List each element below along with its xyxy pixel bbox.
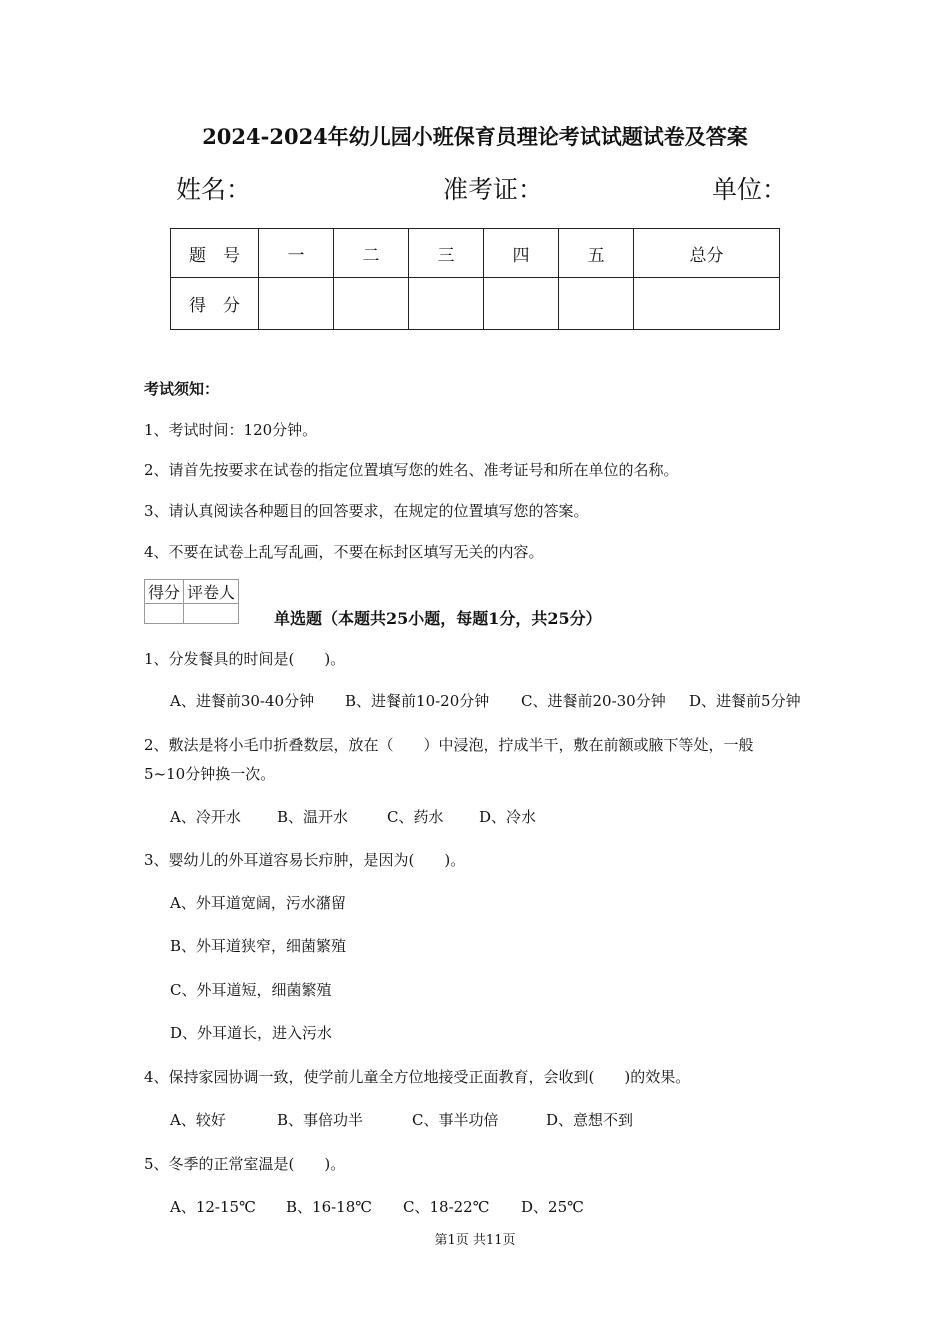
score-row-label: 得 分 [171, 278, 259, 330]
score-header-cell: 二 [334, 229, 409, 278]
question-4: 4、保持家园协调一致，使学前儿童全方位地接受正面教育，会收到( )的效果。 [144, 1068, 691, 1086]
score-header-cell: 三 [409, 229, 484, 278]
score-table-score-row [171, 278, 780, 330]
score-header-cell: 五 [559, 229, 634, 278]
page-title: 2024-2024年幼儿园小班保育员理论考试试题试卷及答案 [202, 124, 748, 149]
score-table [170, 228, 780, 330]
score-header-cell: 四 [484, 229, 559, 278]
question-2-option-b[interactable]: B、温开水 [277, 808, 349, 826]
notice-item: 2、请首先按要求在试卷的指定位置填写您的姓名、准考证号和所在单位的名称。 [144, 461, 679, 479]
question-5: 5、冬季的正常室温是( )。 [144, 1155, 346, 1173]
question-5-option-b[interactable]: B、16-18℃ [286, 1198, 373, 1216]
name-field-label: 姓名： [176, 175, 252, 204]
score-table-header-row [171, 229, 780, 278]
grader-score-blank[interactable] [145, 604, 184, 624]
score-blank-cell[interactable] [259, 278, 334, 330]
question-3-option-a[interactable]: A、外耳道宽阔，污水潴留 [170, 894, 346, 912]
question-3: 3、婴幼儿的外耳道容易长疖肿，是因为( )。 [144, 851, 466, 869]
score-header-cell: 一 [259, 229, 334, 278]
question-1-option-d[interactable]: D、进餐前5分钟 [689, 692, 801, 710]
page-footer: 第1页 共11页 [434, 1233, 516, 1248]
score-blank-cell[interactable] [484, 278, 559, 330]
question-4-option-b[interactable]: B、事倍功半 [277, 1111, 364, 1129]
grader-box [144, 579, 239, 624]
question-1-option-a[interactable]: A、进餐前30-40分钟 [170, 692, 315, 710]
question-2-option-d[interactable]: D、冷水 [479, 808, 537, 826]
score-blank-cell[interactable] [409, 278, 484, 330]
question-1: 1、分发餐具的时间是( )。 [144, 650, 346, 668]
exam-number-field-label: 准考证： [443, 175, 544, 204]
notice-item: 4、不要在试卷上乱写乱画，不要在标封区填写无关的内容。 [144, 543, 544, 561]
notice-item: 3、请认真阅读各种题目的回答要求，在规定的位置填写您的答案。 [144, 502, 589, 520]
question-5-option-c[interactable]: C、18-22℃ [403, 1198, 490, 1216]
notice-heading: 考试须知： [144, 380, 220, 398]
question-4-option-c[interactable]: C、事半功倍 [412, 1111, 499, 1129]
unit-field-label: 单位： [712, 175, 788, 204]
question-1-option-c[interactable]: C、进餐前20-30分钟 [521, 692, 666, 710]
grader-reviewer-blank[interactable] [184, 604, 239, 624]
score-blank-cell[interactable] [559, 278, 634, 330]
question-3-option-d[interactable]: D、外耳道长，进入污水 [170, 1024, 333, 1042]
question-2-option-c[interactable]: C、药水 [387, 808, 444, 826]
grader-reviewer-label: 评卷人 [184, 580, 239, 604]
question-5-option-a[interactable]: A、12-15℃ [170, 1198, 256, 1216]
question-2-option-a[interactable]: A、冷开水 [170, 808, 241, 826]
question-3-option-b[interactable]: B、外耳道狭窄，细菌繁殖 [170, 937, 347, 955]
question-2: 2、敷法是将小毛巾折叠数层，放在（ ）中浸泡，拧成半干，敷在前额或腋下等处，一般 [144, 736, 754, 754]
question-3-option-c[interactable]: C、外耳道短，细菌繁殖 [170, 981, 332, 999]
section-title: 单选题（本题共25小题，每题1分，共25分） [274, 609, 602, 628]
score-blank-cell[interactable] [334, 278, 409, 330]
notice-item: 1、考试时间：120分钟。 [144, 421, 318, 439]
question-2-continued: 5~10分钟换一次。 [144, 765, 276, 783]
question-5-option-d[interactable]: D、25℃ [521, 1198, 584, 1216]
question-4-option-a[interactable]: A、较好 [170, 1111, 226, 1129]
question-1-option-b[interactable]: B、进餐前10-20分钟 [345, 692, 490, 710]
score-header-total: 总分 [634, 229, 780, 278]
grader-score-label: 得分 [145, 580, 184, 604]
question-4-option-d[interactable]: D、意想不到 [546, 1111, 634, 1129]
score-header-label: 题 号 [171, 229, 259, 278]
score-blank-cell[interactable] [634, 278, 780, 330]
